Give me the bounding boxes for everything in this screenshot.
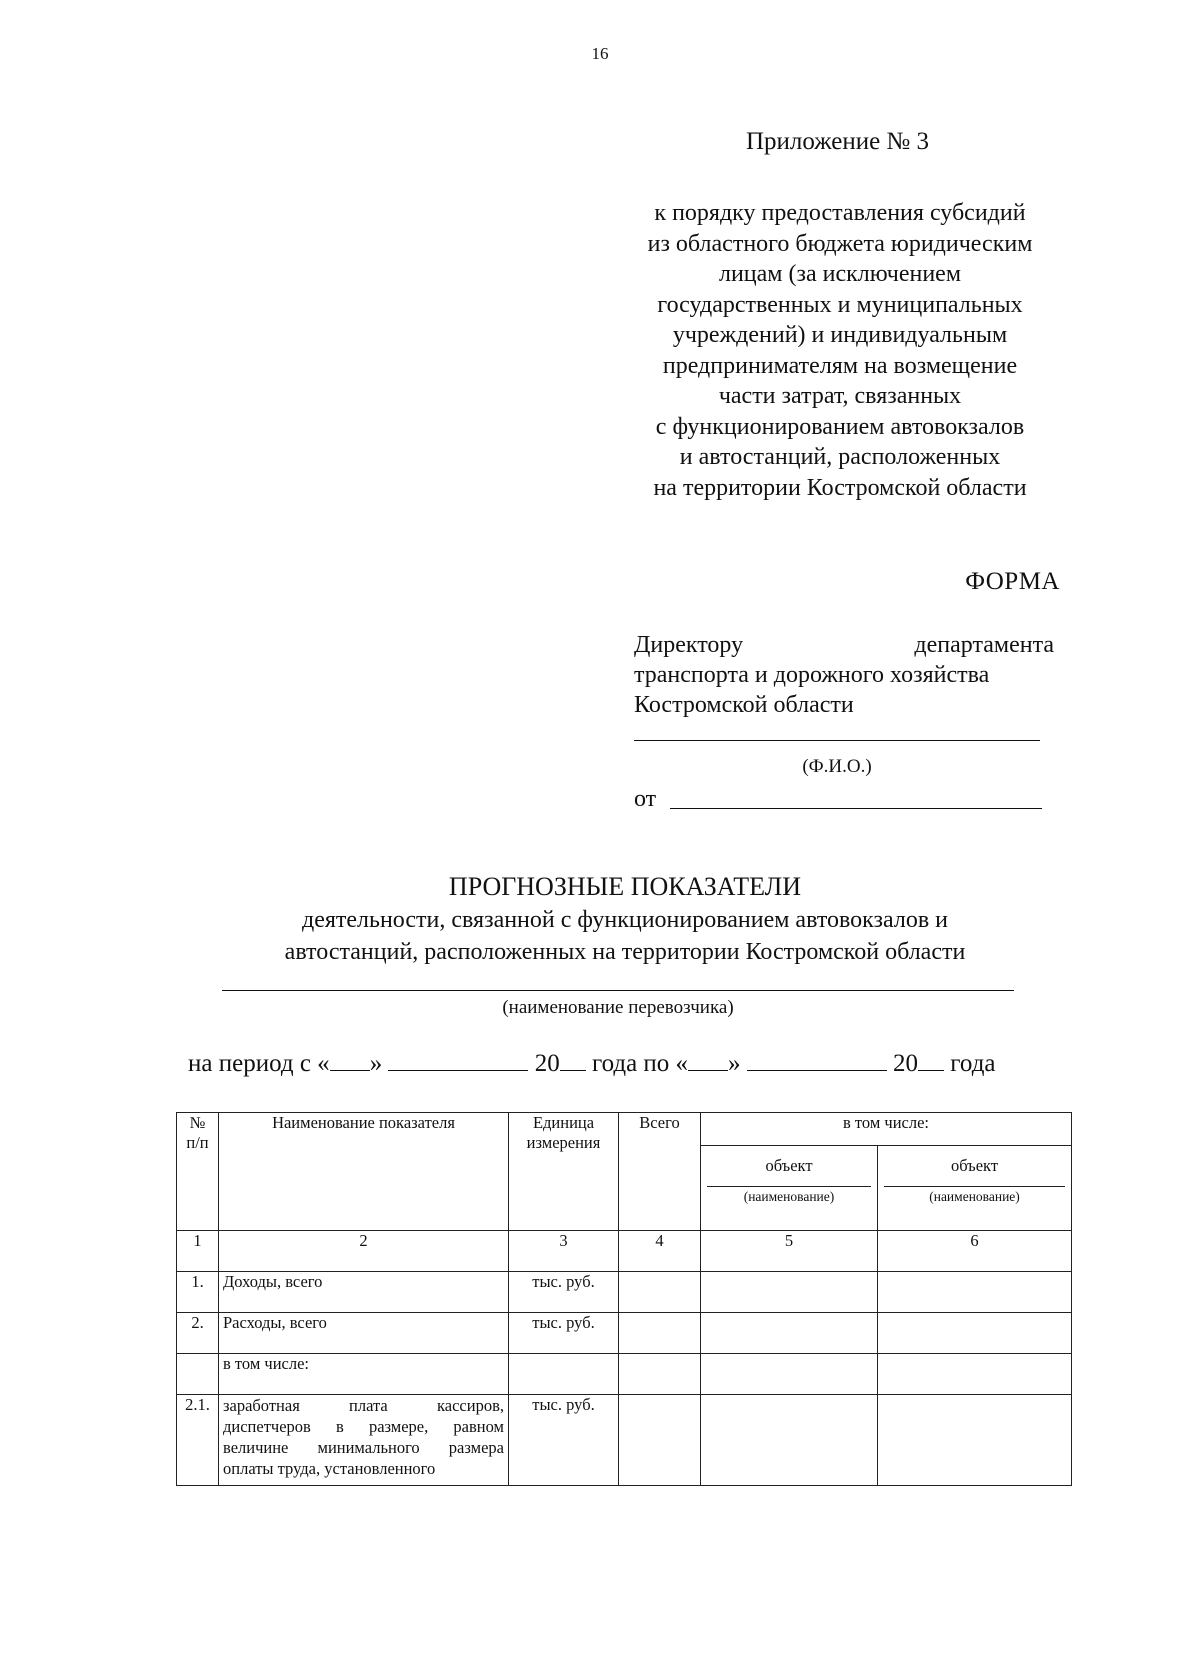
period-row — [188, 1050, 996, 1078]
period-start-day-blank[interactable] — [330, 1069, 370, 1071]
header-object-1 — [701, 1146, 878, 1231]
document-subtitle — [0, 904, 1200, 968]
row-num: 2.1. — [177, 1395, 219, 1486]
period-start-year-blank[interactable] — [560, 1069, 586, 1071]
column-number: 5 — [701, 1231, 878, 1272]
object-label: объект — [765, 1156, 813, 1175]
object-fill-line[interactable] — [884, 1186, 1065, 1187]
period-end-day-blank[interactable] — [688, 1069, 728, 1071]
addressee-word-director: Директору — [634, 632, 744, 658]
addressee-line-3: Костромской области — [634, 692, 854, 718]
form-label: ФОРМА — [965, 568, 1060, 595]
row-unit: тыс. руб. — [509, 1395, 619, 1486]
appendix-line: и автостанций, расположенных — [679, 444, 1001, 470]
period-year-prefix-2: 20 — [893, 1050, 919, 1077]
period-close-quote: » — [369, 1050, 383, 1077]
from-fill-line[interactable] — [670, 808, 1042, 809]
header-unit: Единица измерения — [509, 1113, 619, 1231]
period-prefix: на период с « — [188, 1050, 330, 1077]
object-fill-line[interactable] — [707, 1186, 871, 1187]
period-end-month-blank[interactable] — [747, 1069, 887, 1071]
row-num: 1. — [177, 1272, 219, 1313]
row-object-2-cell[interactable] — [878, 1395, 1072, 1486]
column-number-row — [177, 1231, 1072, 1272]
row-name: Доходы, всего — [219, 1272, 509, 1313]
header-num: № п/п — [177, 1113, 219, 1231]
document-title: ПРОГНОЗНЫЕ ПОКАЗАТЕЛИ — [448, 872, 802, 901]
appendix-line: предпринимателям на возмещение — [662, 352, 1018, 379]
document-subtitle-line: автостанций, расположенных на территории Костромской области — [284, 939, 966, 965]
row-total-cell[interactable] — [619, 1272, 701, 1313]
table-header-row — [177, 1113, 1072, 1146]
from-label: от — [634, 786, 657, 812]
row-object-1-cell[interactable] — [701, 1272, 878, 1313]
addressee-line-2: транспорта и дорожного хозяйства — [634, 662, 990, 688]
table-row — [177, 1395, 1072, 1486]
fio-fill-line[interactable] — [634, 740, 1040, 741]
row-object-2-cell[interactable] — [878, 1354, 1072, 1395]
object-label: объект — [950, 1156, 999, 1175]
column-number: 6 — [878, 1231, 1072, 1272]
fio-caption: (Ф.И.О.) — [802, 756, 872, 777]
period-year-suffix: года по « — [591, 1050, 689, 1077]
appendix-line: части затрат, связанных — [718, 383, 962, 409]
row-num: 2. — [177, 1313, 219, 1354]
header-object-2 — [878, 1146, 1072, 1231]
carrier-fill-line[interactable] — [222, 990, 1014, 991]
object-caption: (наименование) — [743, 1189, 835, 1204]
carrier-caption: (наименование перевозчика) — [502, 997, 734, 1018]
row-unit: тыс. руб. — [509, 1272, 619, 1313]
appendix-line: из областного бюджета юридическим — [647, 230, 1033, 257]
indicators-table — [176, 1112, 1072, 1486]
period-start-month-blank[interactable] — [388, 1069, 528, 1071]
row-total-cell[interactable] — [619, 1395, 701, 1486]
header-total: Всего — [619, 1113, 701, 1231]
addressee-line-1 — [634, 630, 1054, 660]
header-name: Наименование показателя — [219, 1113, 509, 1231]
row-object-1-cell[interactable] — [701, 1354, 878, 1395]
row-object-2-cell[interactable] — [878, 1313, 1072, 1354]
appendix-title: Приложение № 3 — [746, 128, 930, 155]
row-unit — [509, 1354, 619, 1395]
period-end-year-blank[interactable] — [918, 1069, 944, 1071]
period-close-quote-2: » — [728, 1050, 741, 1077]
row-name: Расходы, всего — [219, 1313, 509, 1354]
document-subtitle-line: деятельности, связанной с функционированием автовокзалов и — [301, 907, 948, 933]
table-row — [177, 1272, 1072, 1313]
appendix-line: к порядку предоставления субсидий — [654, 200, 1026, 226]
appendix-line: на территории Костромской области — [653, 474, 1027, 501]
appendix-text — [600, 198, 1080, 503]
row-unit: тыс. руб. — [509, 1313, 619, 1354]
row-name: заработная плата кассиров, диспетчеров в размере, равном величине минимального размера оплаты труда, установленного — [219, 1395, 509, 1486]
row-total-cell[interactable] — [619, 1354, 701, 1395]
table-row — [177, 1313, 1072, 1354]
appendix-line: лицам (за исключением — [718, 261, 962, 287]
column-number: 4 — [619, 1231, 701, 1272]
row-num — [177, 1354, 219, 1395]
table-row — [177, 1354, 1072, 1395]
page-number: 16 — [591, 44, 609, 63]
column-number: 1 — [177, 1231, 219, 1272]
addressee-block — [634, 630, 1054, 720]
appendix-line: учреждений) и индивидуальным — [672, 322, 1008, 348]
row-object-1-cell[interactable] — [701, 1395, 878, 1486]
column-number: 3 — [509, 1231, 619, 1272]
row-object-1-cell[interactable] — [701, 1313, 878, 1354]
column-number: 2 — [219, 1231, 509, 1272]
row-total-cell[interactable] — [619, 1313, 701, 1354]
row-object-2-cell[interactable] — [878, 1272, 1072, 1313]
addressee-word-department: департамента — [914, 632, 1054, 658]
header-including: в том числе: — [701, 1113, 1072, 1146]
object-caption: (наименование) — [929, 1189, 1020, 1204]
period-year-prefix: 20 — [534, 1050, 560, 1077]
period-end: года — [950, 1050, 996, 1077]
appendix-line: государственных и муниципальных — [657, 291, 1023, 318]
row-name: в том числе: — [219, 1354, 509, 1395]
appendix-line: с функционированием автовокзалов — [655, 413, 1025, 440]
